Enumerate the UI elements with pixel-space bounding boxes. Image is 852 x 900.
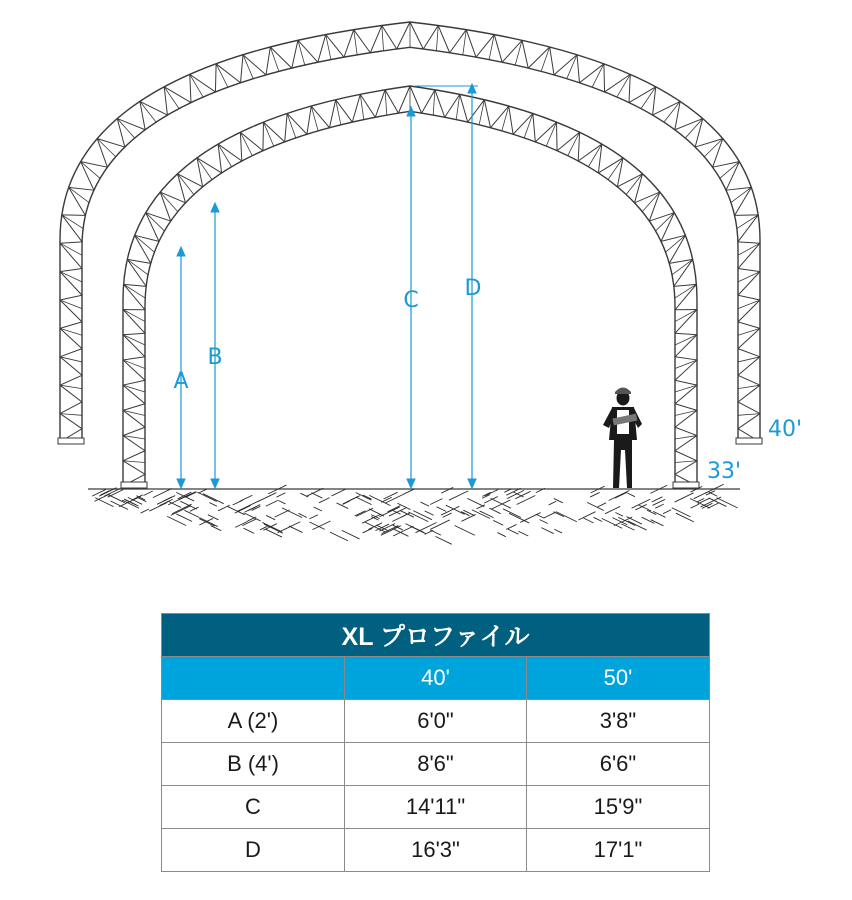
value-40: 16'3" [345,829,527,872]
dimension-label-d: D [464,276,482,301]
value-40: 6'0" [345,700,527,743]
value-50: 17'1" [527,829,710,872]
table-title-row [162,614,710,657]
dimension-arrows [177,84,478,488]
person-silhouette [603,388,642,489]
value-40: 8'6" [345,743,527,786]
ground-hatching [88,484,740,544]
outer-arch-size-label: 40' [768,417,803,442]
row-label: B (4') [162,743,345,786]
table-header-row [162,657,710,700]
table-row [162,786,710,829]
table-row [162,829,710,872]
profile-table [161,613,710,872]
value-40: 14'11" [345,786,527,829]
column-header-blank [162,657,345,700]
column-header-40: 40' [345,657,527,700]
inner-arch-size-label: 33' [707,459,742,484]
table-title: XL プロファイル [162,614,710,657]
column-header-50: 50' [527,657,710,700]
dimension-label-b: B [207,345,223,370]
value-50: 3'8" [527,700,710,743]
dimension-label-c: C [403,288,419,313]
row-label: A (2') [162,700,345,743]
dimension-label-a: A [173,369,189,394]
table-row [162,743,710,786]
row-label: D [162,829,345,872]
row-label: C [162,786,345,829]
value-50: 6'6" [527,743,710,786]
value-50: 15'9" [527,786,710,829]
table-row [162,700,710,743]
